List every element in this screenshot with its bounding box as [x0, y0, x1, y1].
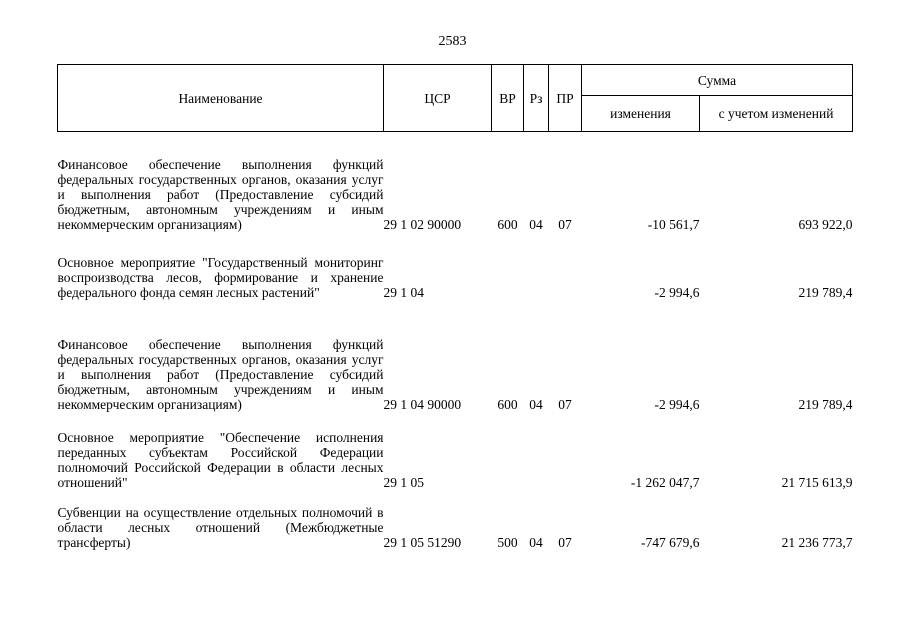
row-change: -10 561,7: [647, 217, 700, 232]
row-name: Финансовое обеспечение выполнения функций федеральных государственных органов, оказания услуг и выполнения работ (Предоставление субсидий бюджетным, автономным учреждениям и иным некоммерческим организациям): [57, 157, 384, 232]
row-pr: 07: [558, 397, 572, 412]
row-name: Основное мероприятие "Обеспечение исполнения переданных субъектам Российской Федерации полномочий Российской Федерации в области лесных отношений": [57, 430, 384, 490]
row-csr: 29 1 02 90000: [383, 217, 462, 232]
budget-table: [57, 64, 853, 550]
table-header: [58, 65, 853, 132]
row-with-change: 219 789,4: [798, 285, 853, 300]
row-vr: 600: [497, 397, 518, 412]
header-rz: Рз: [524, 65, 549, 132]
row-pr: 07: [558, 535, 572, 550]
row-change: -1 262 047,7: [630, 475, 700, 490]
row-change: -747 679,6: [641, 535, 700, 550]
row-vr: 500: [497, 535, 518, 550]
header-name: Наименование: [58, 65, 384, 132]
row-pr: [549, 232, 582, 300]
table-row: [58, 132, 853, 233]
row-vr: [492, 412, 524, 490]
table-body: [58, 132, 853, 551]
row-with-change: 21 236 773,7: [781, 535, 853, 550]
row-rz: 04: [529, 217, 543, 232]
row-with-change: 21 715 613,9: [781, 475, 853, 490]
row-with-change: 219 789,4: [798, 397, 853, 412]
table-row: [58, 232, 853, 300]
header-pr: ПР: [549, 65, 582, 132]
row-with-change: 693 922,0: [798, 217, 853, 232]
row-rz: 04: [529, 397, 543, 412]
row-vr: [492, 232, 524, 300]
header-with-change: с учетом изменений: [700, 96, 853, 132]
row-rz: [524, 232, 549, 300]
row-vr: 600: [497, 217, 518, 232]
table-row: [58, 412, 853, 490]
row-pr: [549, 412, 582, 490]
row-pr: 07: [558, 217, 572, 232]
header-vr: ВР: [492, 65, 524, 132]
row-change: -2 994,6: [654, 397, 700, 412]
table-row: [58, 490, 853, 550]
header-sum: Сумма: [582, 65, 853, 96]
row-rz: 04: [529, 535, 543, 550]
header-csr: ЦСР: [384, 65, 492, 132]
header-change: изменения: [582, 96, 700, 132]
table-row: [58, 300, 853, 412]
row-csr: 29 1 04: [383, 285, 424, 300]
row-change: -2 994,6: [654, 285, 700, 300]
row-csr: 29 1 04 90000: [383, 397, 462, 412]
row-name: Субвенции на осуществление отдельных полномочий в области лесных отношений (Межбюджетные трансферты): [57, 505, 384, 550]
row-csr: 29 1 05: [383, 475, 424, 490]
row-name: Финансовое обеспечение выполнения функций федеральных государственных органов, оказания услуг и выполнения работ (Предоставление субсидий бюджетным, автономным учреждениям и иным некоммерческим организациям): [57, 337, 384, 412]
row-name: Основное мероприятие "Государственный мониторинг воспроизводства лесов, формирование и хранение федерального фонда семян лесных растений": [57, 255, 384, 300]
row-rz: [524, 412, 549, 490]
row-csr: 29 1 05 51290: [383, 535, 462, 550]
page-number: 2583: [438, 34, 467, 49]
